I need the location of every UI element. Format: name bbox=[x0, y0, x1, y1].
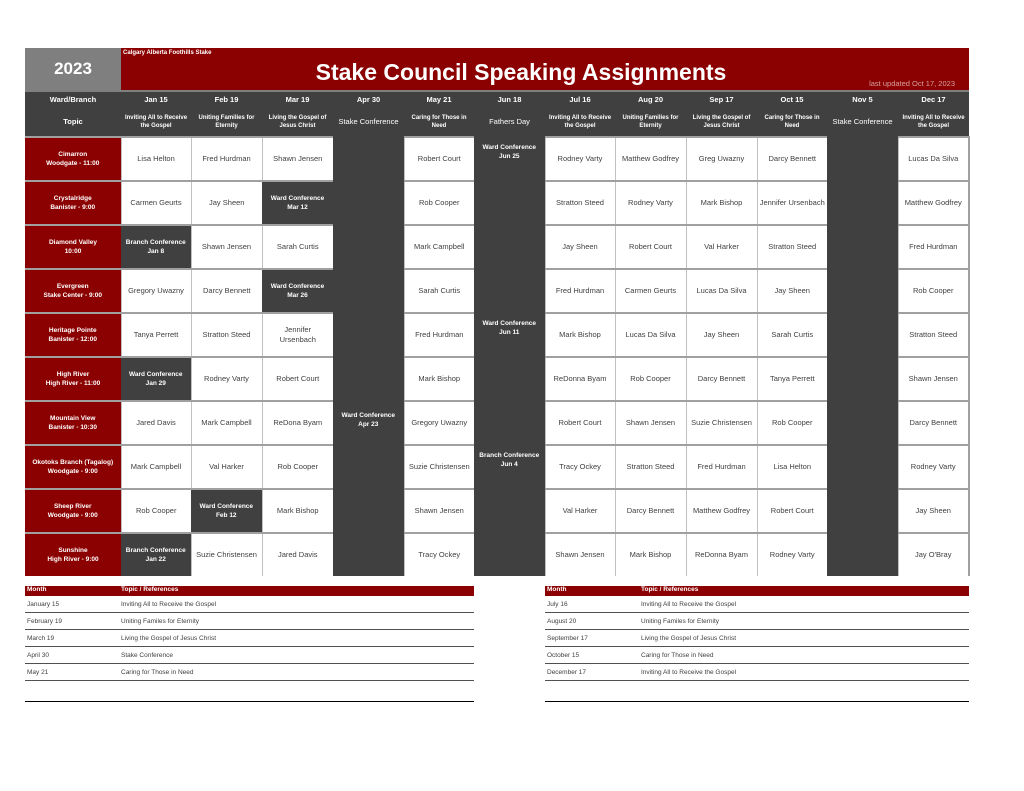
ward-cell bbox=[25, 401, 121, 445]
reference-row bbox=[545, 664, 969, 681]
reference-month: July 16 bbox=[547, 600, 568, 608]
reference-topic: Inviting All to Receive the Gospel bbox=[121, 600, 217, 608]
conference-cell bbox=[121, 357, 191, 401]
ward-meeting-time: Woodgate - 11:00 bbox=[46, 160, 100, 167]
topic-header: Topic / References bbox=[121, 586, 179, 593]
speaker-cell: ReDonna Byam bbox=[686, 533, 757, 576]
ward-cell bbox=[25, 225, 121, 269]
conference-block bbox=[474, 137, 545, 313]
year-label: 2023 bbox=[25, 48, 121, 90]
speaker-cell: Rodney Varty bbox=[757, 533, 827, 576]
ward-cell bbox=[25, 181, 121, 225]
speaker-cell: ReDona Byam bbox=[262, 401, 333, 445]
reference-month: October 15 bbox=[547, 651, 580, 659]
topic-cell: Inviting All to Receive the Gospel bbox=[898, 107, 969, 137]
conference-label: Ward Conference Feb 12 bbox=[199, 503, 254, 519]
speaker-cell: Rob Cooper bbox=[121, 489, 191, 533]
speaker-cell: Lucas Da Silva bbox=[615, 313, 686, 357]
conference-cell bbox=[262, 181, 333, 225]
table-row bbox=[25, 137, 969, 181]
speaker-cell: Rodney Varty bbox=[191, 357, 262, 401]
ward-name: Crystalridge bbox=[53, 195, 92, 202]
topic-cell: Uniting Families for Eternity bbox=[615, 107, 686, 137]
speaker-cell: Stratton Steed bbox=[191, 313, 262, 357]
conference-block bbox=[333, 137, 404, 576]
ward-meeting-time: High River - 11:00 bbox=[45, 380, 101, 387]
ward-meeting-time: Banister - 9:00 bbox=[50, 204, 96, 211]
ward-name: Mountain View bbox=[50, 415, 96, 422]
ward-name: Sheep River bbox=[53, 503, 92, 510]
ward-meeting-time: Banister - 10:30 bbox=[48, 424, 97, 431]
reference-month: January 15 bbox=[27, 600, 60, 608]
reference-month: March 19 bbox=[27, 634, 55, 642]
speaker-cell: Jay O'Bray bbox=[898, 533, 969, 576]
speaker-cell: Mark Campbell bbox=[191, 401, 262, 445]
speaker-cell: Matthew Godfrey bbox=[615, 137, 686, 181]
speaker-cell: Carmen Geurts bbox=[615, 269, 686, 313]
speaker-cell: Val Harker bbox=[191, 445, 262, 489]
ward-meeting-time: 10:00 bbox=[64, 248, 82, 255]
speaker-cell: Darcy Bennett bbox=[898, 401, 969, 445]
reference-header bbox=[545, 586, 969, 596]
reference-month: September 17 bbox=[547, 634, 588, 642]
ward-name: Cimarron bbox=[58, 151, 88, 158]
topic-cell: Living the Gospel of Jesus Christ bbox=[686, 107, 757, 137]
speaker-cell: Fred Hurdman bbox=[545, 269, 615, 313]
speaker-cell: Mark Bishop bbox=[686, 181, 757, 225]
reference-header bbox=[25, 586, 474, 596]
speaker-cell: Rodney Varty bbox=[898, 445, 969, 489]
speaker-cell: Darcy Bennett bbox=[615, 489, 686, 533]
speaker-cell: Sarah Curtis bbox=[262, 225, 333, 269]
speaker-cell: Robert Court bbox=[615, 225, 686, 269]
schedule-table bbox=[25, 90, 970, 576]
reference-empty-row bbox=[25, 681, 474, 702]
speaker-cell: Lisa Helton bbox=[121, 137, 191, 181]
reference-row bbox=[25, 596, 474, 613]
speaker-cell: Suzie Christensen bbox=[191, 533, 262, 576]
speaker-cell: Matthew Godfrey bbox=[898, 181, 969, 225]
ward-cell bbox=[25, 269, 121, 313]
last-updated: last updated Oct 17, 2023 bbox=[869, 79, 955, 88]
reference-table-left bbox=[25, 586, 474, 702]
reference-topic: Living the Gospel of Jesus Christ bbox=[641, 634, 737, 642]
speaker-cell: Stratton Steed bbox=[898, 313, 969, 357]
speaker-cell: Jay Sheen bbox=[898, 489, 969, 533]
speaker-cell: ReDonna Byam bbox=[545, 357, 615, 401]
reference-topic: Uniting Familes for Eternity bbox=[641, 617, 720, 625]
ward-name: Diamond Valley bbox=[48, 239, 98, 246]
ward-name: Heritage Pointe bbox=[48, 327, 97, 334]
conference-cell bbox=[121, 533, 191, 576]
speaker-cell: Rob Cooper bbox=[404, 181, 474, 225]
reference-topic: Caring for Those in Need bbox=[121, 668, 194, 676]
speaker-cell: Sarah Curtis bbox=[404, 269, 474, 313]
topic-cell: Inviting All to Receive the Gospel bbox=[545, 107, 615, 137]
conference-label: Ward Conference Apr 23 bbox=[341, 412, 396, 428]
speaker-cell: Tracy Ockey bbox=[404, 533, 474, 576]
speaker-cell: Shawn Jensen bbox=[191, 225, 262, 269]
conference-cell bbox=[191, 489, 262, 533]
topic-cell: Uniting Families for Eternity bbox=[191, 107, 262, 137]
speaker-cell: Jared Davis bbox=[262, 533, 333, 576]
conference-label: Ward Conference Jun 25 bbox=[482, 144, 537, 160]
speaker-cell: Jay Sheen bbox=[757, 269, 827, 313]
speaker-cell: Shawn Jensen bbox=[404, 489, 474, 533]
conference-label: Ward Conference Mar 12 bbox=[270, 195, 325, 211]
topic-cell: Stake Conference bbox=[827, 107, 898, 137]
conference-label: Branch Conference Jan 22 bbox=[125, 547, 186, 563]
reference-topic: Uniting Familes for Eternity bbox=[121, 617, 200, 625]
speaker-cell: Rob Cooper bbox=[898, 269, 969, 313]
stake-name: Calgary Alberta Foothills Stake bbox=[123, 50, 212, 56]
speaker-cell: Gregory Uwazny bbox=[121, 269, 191, 313]
speaker-cell: Mark Campbell bbox=[121, 445, 191, 489]
ward-meeting-time: High River - 9:00 bbox=[47, 556, 99, 563]
ward-name: Okotoks Branch (Tagalog) bbox=[32, 459, 114, 466]
speaker-cell: Shawn Jensen bbox=[615, 401, 686, 445]
topic-header: Topic bbox=[25, 107, 121, 137]
speaker-cell: Darcy Bennett bbox=[757, 137, 827, 181]
conference-label: Ward Conference Mar 26 bbox=[270, 283, 325, 299]
speaker-cell: Suzie Christensen bbox=[404, 445, 474, 489]
speaker-cell: Matthew Godfrey bbox=[686, 489, 757, 533]
reference-table-right bbox=[545, 586, 969, 702]
conference-block bbox=[474, 313, 545, 445]
reference-row bbox=[25, 664, 474, 681]
speaker-cell: Tanya Perrett bbox=[757, 357, 827, 401]
speaker-cell: Stratton Steed bbox=[615, 445, 686, 489]
speaker-cell: Stratton Steed bbox=[757, 225, 827, 269]
date-header: May 21 bbox=[404, 91, 474, 107]
speaker-cell: Jay Sheen bbox=[545, 225, 615, 269]
date-header: Apr 30 bbox=[333, 91, 404, 107]
reference-row bbox=[545, 647, 969, 664]
speaker-cell: Fred Hurdman bbox=[898, 225, 969, 269]
speaker-cell: Jennifer Ursenbach bbox=[262, 313, 333, 357]
speaker-cell: Mark Bishop bbox=[404, 357, 474, 401]
ward-cell bbox=[25, 357, 121, 401]
reference-row bbox=[25, 647, 474, 664]
date-header: Dec 17 bbox=[898, 91, 969, 107]
speaker-cell: Jay Sheen bbox=[191, 181, 262, 225]
date-header: Jun 18 bbox=[474, 91, 545, 107]
ward-cell bbox=[25, 445, 121, 489]
conference-label: Ward Conference Jun 11 bbox=[482, 320, 537, 336]
speaker-cell: Mark Bishop bbox=[545, 313, 615, 357]
conference-label: Branch Conference Jun 4 bbox=[479, 452, 540, 468]
speaker-cell: Lisa Helton bbox=[757, 445, 827, 489]
speaker-cell: Rob Cooper bbox=[757, 401, 827, 445]
date-header: Sep 17 bbox=[686, 91, 757, 107]
page-title: Stake Council Speaking Assignments bbox=[315, 59, 727, 85]
speaker-cell: Fred Hurdman bbox=[191, 137, 262, 181]
topic-cell: Fathers Day bbox=[474, 107, 545, 137]
speaker-cell: Gregory Uwazny bbox=[404, 401, 474, 445]
speaker-cell: Rob Cooper bbox=[615, 357, 686, 401]
reference-month: May 21 bbox=[27, 668, 49, 676]
speaker-cell: Darcy Bennett bbox=[191, 269, 262, 313]
ward-meeting-time: Banister - 12:00 bbox=[48, 336, 97, 343]
conference-cell bbox=[121, 225, 191, 269]
speaker-cell: Rodney Varty bbox=[615, 181, 686, 225]
speaker-cell: Robert Court bbox=[545, 401, 615, 445]
conference-block bbox=[827, 137, 898, 576]
date-header: Nov 5 bbox=[827, 91, 898, 107]
speaker-cell: Jennifer Ursenbach bbox=[757, 181, 827, 225]
reference-row bbox=[545, 630, 969, 647]
reference-topic: Caring for Those in Need bbox=[641, 651, 714, 659]
ward-meeting-time: Woodgate - 9:00 bbox=[47, 512, 98, 519]
speaker-cell: Tanya Perrett bbox=[121, 313, 191, 357]
conference-label: Ward Conference Jan 29 bbox=[128, 371, 183, 387]
ward-name: Evergreen bbox=[56, 283, 89, 290]
ward-branch-header: Ward/Branch bbox=[25, 91, 121, 107]
ward-meeting-time: Stake Center - 9:00 bbox=[43, 292, 103, 299]
speaker-cell: Jared Davis bbox=[121, 401, 191, 445]
title-banner bbox=[121, 48, 969, 90]
reference-month: February 19 bbox=[27, 617, 63, 625]
speaker-cell: Robert Court bbox=[757, 489, 827, 533]
speaker-cell: Mark Bishop bbox=[262, 489, 333, 533]
reference-row bbox=[25, 613, 474, 630]
reference-row bbox=[545, 613, 969, 630]
reference-empty-row bbox=[545, 681, 969, 702]
date-header: Feb 19 bbox=[191, 91, 262, 107]
topic-cell: Caring for Those in Need bbox=[404, 107, 474, 137]
speaker-cell: Fred Hurdman bbox=[686, 445, 757, 489]
reference-month: April 30 bbox=[27, 651, 50, 659]
speaker-cell: Jay Sheen bbox=[686, 313, 757, 357]
speaker-cell: Suzie Christensen bbox=[686, 401, 757, 445]
ward-name: High River bbox=[56, 371, 90, 378]
speaker-cell: Rodney Varty bbox=[545, 137, 615, 181]
reference-topic: Inviting All to Receive the Gospel bbox=[641, 668, 737, 676]
speaker-cell: Tracy Ockey bbox=[545, 445, 615, 489]
speaker-cell: Darcy Bennett bbox=[686, 357, 757, 401]
ward-cell bbox=[25, 313, 121, 357]
topic-cell: Living the Gospel of Jesus Christ bbox=[262, 107, 333, 137]
speaker-cell: Val Harker bbox=[686, 225, 757, 269]
reference-row bbox=[545, 596, 969, 613]
topic-cell: Inviting All to Receive the Gospel bbox=[121, 107, 191, 137]
reference-topic: Living the Gospel of Jesus Christ bbox=[121, 634, 217, 642]
speaker-cell: Shawn Jensen bbox=[262, 137, 333, 181]
speaker-cell: Val Harker bbox=[545, 489, 615, 533]
speaker-cell: Mark Campbell bbox=[404, 225, 474, 269]
conference-cell bbox=[262, 269, 333, 313]
speaker-cell: Fred Hurdman bbox=[404, 313, 474, 357]
speaker-cell: Sarah Curtis bbox=[757, 313, 827, 357]
date-header: Jan 15 bbox=[121, 91, 191, 107]
speaker-cell: Rob Cooper bbox=[262, 445, 333, 489]
ward-name: Sunshine bbox=[58, 547, 88, 554]
speaker-cell: Greg Uwazny bbox=[686, 137, 757, 181]
ward-cell bbox=[25, 489, 121, 533]
speaker-cell: Lucas Da Silva bbox=[898, 137, 969, 181]
date-header: Oct 15 bbox=[757, 91, 827, 107]
date-header: Aug 20 bbox=[615, 91, 686, 107]
reference-row bbox=[25, 630, 474, 647]
speaker-cell: Robert Court bbox=[262, 357, 333, 401]
speaker-cell: Shawn Jensen bbox=[545, 533, 615, 576]
speaker-cell: Robert Court bbox=[404, 137, 474, 181]
ward-cell bbox=[25, 137, 121, 181]
ward-cell bbox=[25, 533, 121, 576]
speaker-cell: Stratton Steed bbox=[545, 181, 615, 225]
topic-header: Topic / References bbox=[641, 586, 699, 593]
reference-month: August 20 bbox=[547, 617, 577, 625]
month-header: Month bbox=[547, 586, 567, 593]
speaker-cell: Shawn Jensen bbox=[898, 357, 969, 401]
ward-meeting-time: Woodgate - 9:00 bbox=[47, 468, 98, 475]
conference-label: Branch Conference Jan 8 bbox=[125, 239, 186, 255]
reference-month: December 17 bbox=[547, 668, 587, 676]
speaker-cell: Carmen Geurts bbox=[121, 181, 191, 225]
conference-block bbox=[474, 445, 545, 576]
date-header: Jul 16 bbox=[545, 91, 615, 107]
topic-cell: Stake Conference bbox=[333, 107, 404, 137]
speaker-cell: Lucas Da Silva bbox=[686, 269, 757, 313]
date-header: Mar 19 bbox=[262, 91, 333, 107]
reference-topic: Stake Conference bbox=[121, 651, 174, 659]
speaker-cell: Mark Bishop bbox=[615, 533, 686, 576]
reference-topic: Inviting All to Receive the Gospel bbox=[641, 600, 737, 608]
month-header: Month bbox=[27, 586, 47, 593]
topic-cell: Caring for Those in Need bbox=[757, 107, 827, 137]
